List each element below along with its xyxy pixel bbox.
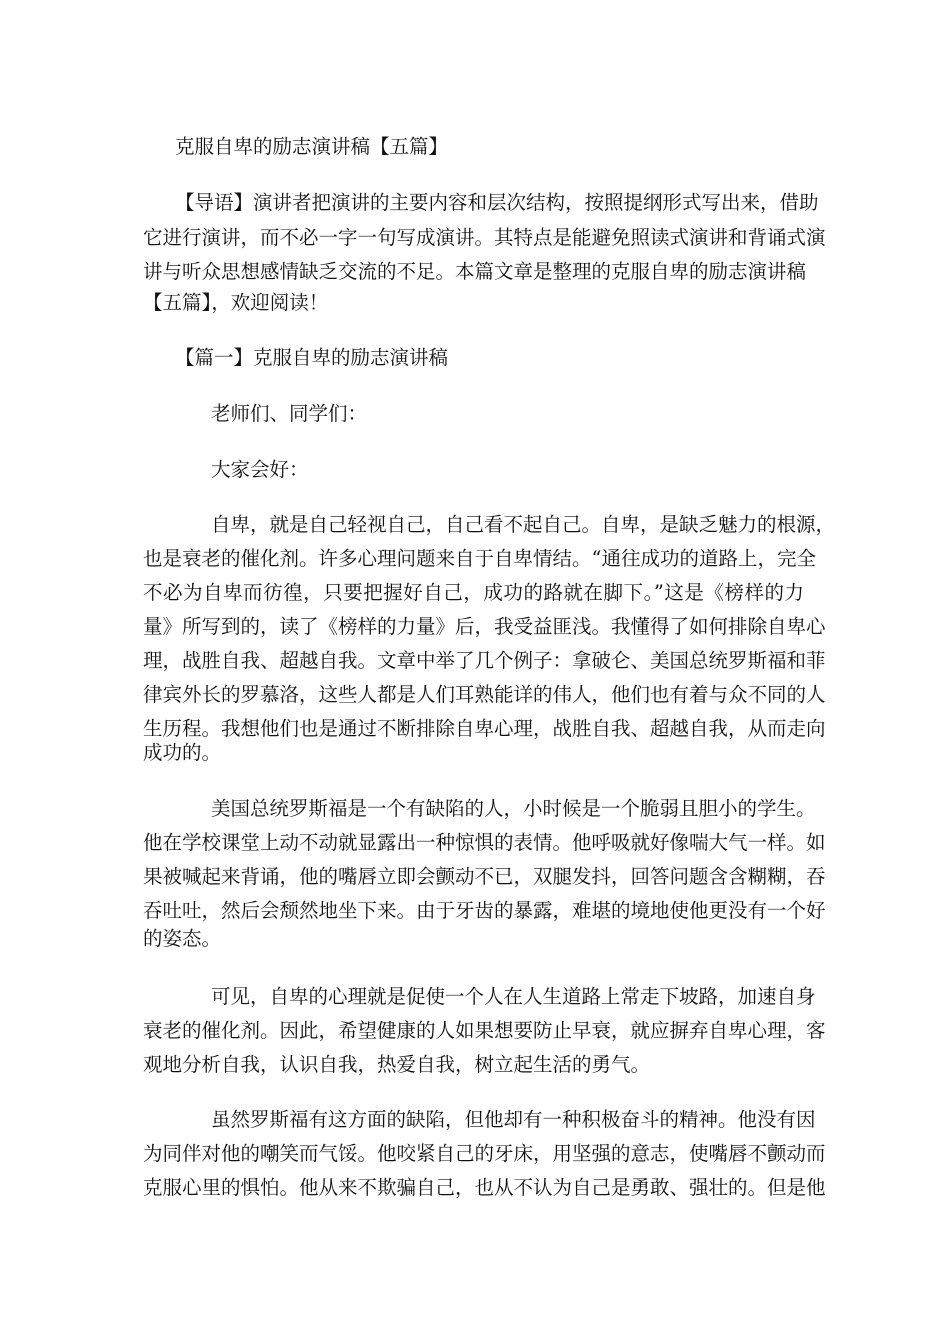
para4-line-3: 克服心里的惧怕。他从来不欺骗自己，也从不认为自己是勇敢、强壮的。但是他: [143, 1176, 826, 1199]
para1-line-8: 成功的。: [143, 741, 222, 764]
intro-line-2: 它进行演讲，而不必一字一句写成演讲。其特点是能避免照读式演讲和背诵式演: [143, 226, 826, 249]
para2-line-3: 果被喊起来背诵，他的嘴唇立即会颤动不已，双腿发抖，回答问题含含糊糊，吞: [143, 865, 826, 888]
greeting-teachers: 老师们、同学们：: [211, 402, 368, 425]
para2-line-1: 美国总统罗斯福是一个有缺陷的人，小时候是一个脆弱且胆小的学生。: [211, 797, 816, 820]
intro-line-3: 讲与听众思想感情缺乏交流的不足。本篇文章是整理的克服自卑的励志演讲稿: [143, 260, 807, 283]
para4-line-2: 为同伴对他的嘲笑而气馁。他咬紧自己的牙床，用坚强的意志，使嘴唇不颤动而: [143, 1142, 826, 1165]
greeting-everyone: 大家会好：: [211, 458, 309, 481]
para1-line-1: 自卑，就是自己轻视自己，自己看不起自己。自卑，是缺乏魅力的根源，: [211, 513, 836, 536]
para3-line-2: 衰老的催化剂。因此，希望健康的人如果想要防止早衰，就应摒弃自卑心理，客: [143, 1019, 826, 1042]
intro-line-1: 【导语】演讲者把演讲的主要内容和层次结构，按照提纲形式写出来，借助: [175, 191, 819, 214]
para2-line-5: 的姿态。: [143, 927, 222, 950]
para3-line-1: 可见，自卑的心理就是促使一个人在人生道路上常走下坡路，加速自身: [211, 985, 816, 1008]
para2-line-4: 吞吐吐，然后会颓然地坐下来。由于牙齿的暴露，难堪的境地使他更没有一个好: [143, 899, 826, 922]
para1-line-6: 律宾外长的罗慕洛，这些人都是人们耳熟能详的伟人，他们也有着与众不同的人: [143, 683, 826, 706]
para3-line-3: 观地分析自我，认识自我，热爱自我，树立起生活的勇气。: [143, 1053, 651, 1076]
para1-line-2: 也是衰老的催化剂。许多心理问题来自于自卑情结。“通往成功的道路上，完全: [143, 547, 816, 570]
intro-line-4: 【五篇】，欢迎阅读！: [143, 291, 329, 314]
para4-line-1: 虽然罗斯福有这方面的缺陷，但他却有一种积极奋斗的精神。他没有因: [211, 1108, 816, 1131]
para2-line-2: 他在学校课堂上动不动就显露出一种惊惧的表情。他呼吸就好像喘大气一样。如: [143, 831, 826, 854]
section-heading-1: 【篇一】克服自卑的励志演讲稿: [175, 346, 449, 369]
document-title: 克服自卑的励志演讲稿【五篇】: [175, 135, 449, 158]
para1-line-5: 理，战胜自我、超越自我。文章中举了几个例子：拿破仑、美国总统罗斯福和菲: [143, 649, 826, 672]
para1-line-4: 量》所写到的，读了《榜样的力量》后，我受益匪浅。我懂得了如何排除自卑心: [143, 615, 826, 638]
para1-line-3: 不必为自卑而彷徨，只要把握好自己，成功的路就在脚下。”这是《榜样的力: [143, 581, 804, 604]
para1-line-7: 生历程。我想他们也是通过不断排除自卑心理，战胜自我、超越自我，从而走向: [143, 717, 826, 740]
